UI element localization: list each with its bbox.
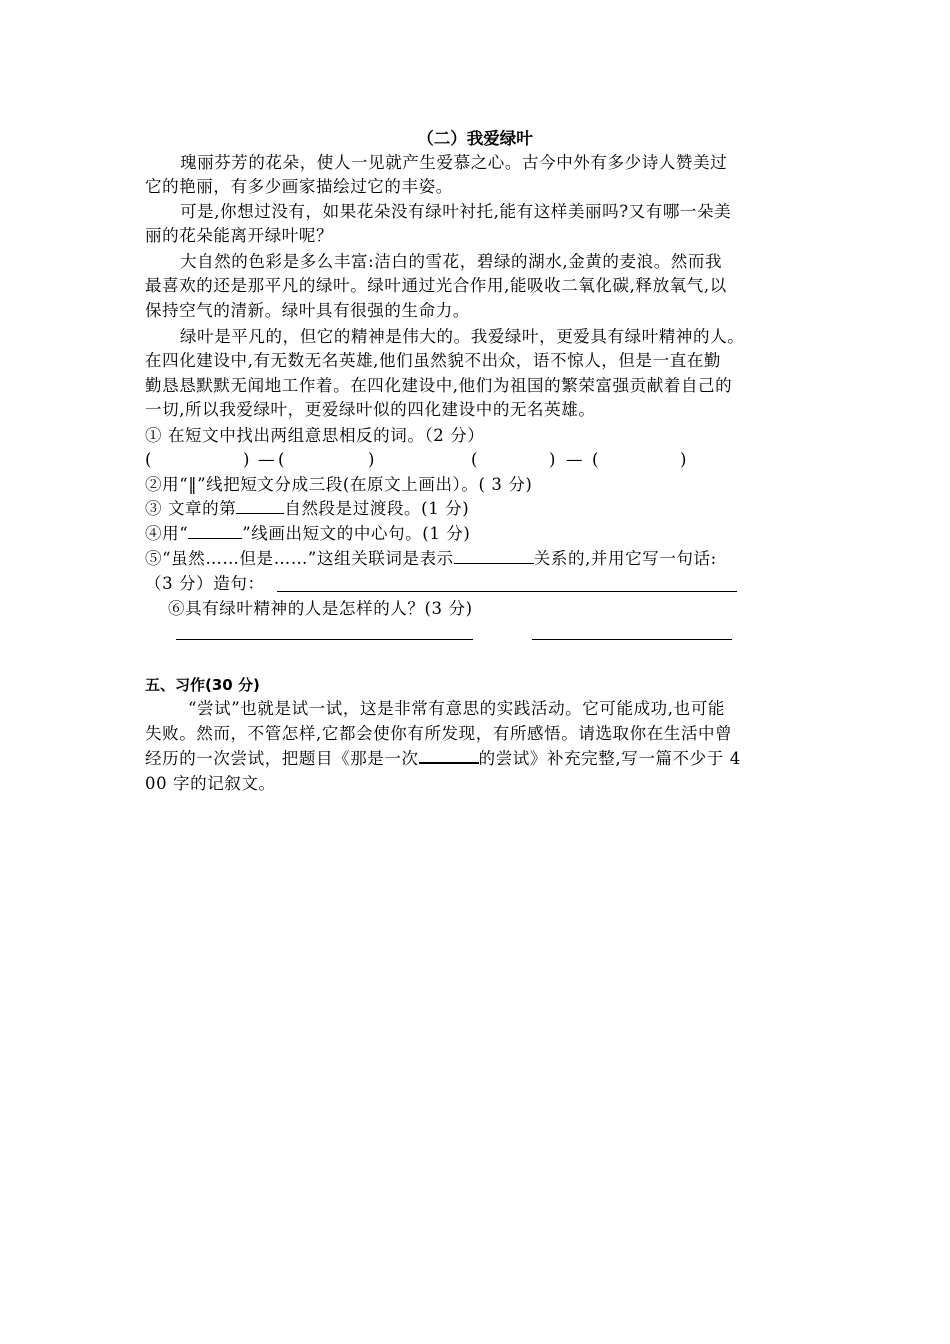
para3-line3: 保持空气的清新。绿叶具有很强的生命力。 <box>145 301 470 320</box>
composition-line3 <box>145 747 741 771</box>
q4-answer-blank[interactable] <box>188 537 242 539</box>
paren-close-2: ) <box>368 450 376 469</box>
question-2: ②用“‖”线把短文分成三段(在原文上画出）。( 3 分) <box>145 475 533 494</box>
q6-answer-line-2[interactable] <box>532 639 732 640</box>
para4-line2: 在四化建设中,有无数无名英雄,他们虽然貌不出众，语不惊人，但是一直在勤 <box>145 351 721 370</box>
q5-text-c: （3 分）造句： <box>145 574 265 593</box>
question-4 <box>145 522 470 546</box>
paren-open-2: ( <box>278 450 286 469</box>
q5-text-b: 关系的,并用它写一句话: <box>533 549 717 568</box>
composition-line4: 00 字的记叙文。 <box>145 774 276 793</box>
q3-text-a: ③ 文章的第 <box>145 499 237 518</box>
q6-answer-line-1[interactable] <box>176 639 473 640</box>
para4-line4: 一切,所以我爱绿叶，更爱绿叶似的四化建设中的无名英雄。 <box>145 400 596 419</box>
para2-line1: 可是,你想过没有，如果花朵没有绿叶衬托,能有这样美丽吗?又有哪一朵美 <box>180 202 732 221</box>
para4-line1: 绿叶是平凡的，但它的精神是伟大的。我爱绿叶，更爱具有绿叶精神的人。 <box>180 327 745 346</box>
question-1: ① 在短文中找出两组意思相反的词。（2 分） <box>145 426 485 445</box>
q4-text-b: ”线画出短文的中心句。(1 分) <box>242 524 471 543</box>
paren-open-1: ( <box>145 450 153 469</box>
para1-line1: 瑰丽芬芳的花朵，使人一见就产生爱慕之心。古今中外有多少诗人赞美过 <box>180 153 728 172</box>
composition-l3-a: 经历的一次尝试，把题目《那是一次 <box>145 749 419 768</box>
para2-line2: 丽的花朵能离开绿叶呢？ <box>145 226 334 245</box>
question-6: ⑥具有绿叶精神的人是怎样的人？(3 分) <box>168 599 473 618</box>
q3-text-b: 自然段是过渡段。(1 分) <box>284 499 470 518</box>
composition-l3-b: 的尝试》补充完整,写一篇不少于 4 <box>478 749 741 768</box>
question-5-sentence <box>145 572 265 596</box>
title-answer-blank[interactable] <box>419 748 479 764</box>
composition-line2: 失败。然而，不管怎样,它都会使你有所发现，有所感悟。请选取你在生活中曾 <box>145 724 733 743</box>
dash-2: — <box>566 450 584 469</box>
reading-title: （二）我爱绿叶 <box>417 129 533 148</box>
q5-sentence-line[interactable] <box>277 591 737 592</box>
paren-close-4: ) <box>680 450 688 469</box>
composition-line1: “尝试”也就是试一试，这是非常有意思的实践活动。它可能成功,也可能 <box>188 699 725 718</box>
q5-answer-blank[interactable] <box>454 562 534 564</box>
paren-close-1: ) <box>243 450 251 469</box>
paren-open-4: ( <box>592 450 600 469</box>
para1-line2: 它的艳丽，有多少画家描绘过它的丰姿。 <box>145 177 453 196</box>
para3-line2: 最喜欢的还是那平凡的绿叶。绿叶通过光合作用,能吸收二氧化碳,释放氧气,以 <box>145 276 727 295</box>
para4-line3: 勤恳恳默默无闻地工作着。在四化建设中,他们为祖国的繁荣富强贡献着自己的 <box>145 376 733 395</box>
q3-answer-blank[interactable] <box>236 512 284 514</box>
paren-close-3: ) <box>549 450 557 469</box>
q5-text-a: ⑤“虽然……但是……”这组关联词是表示 <box>145 549 454 568</box>
para3-line1: 大自然的色彩是多么丰富:洁白的雪花，碧绿的湖水,金黄的麦浪。然而我 <box>180 252 723 271</box>
composition-heading: 五、习作(30 分) <box>145 676 260 694</box>
dash-1: — <box>258 450 276 469</box>
question-5 <box>145 547 717 571</box>
q4-text-a: ④用“ <box>145 524 189 543</box>
question-3 <box>145 497 469 521</box>
paren-open-3: ( <box>471 450 479 469</box>
